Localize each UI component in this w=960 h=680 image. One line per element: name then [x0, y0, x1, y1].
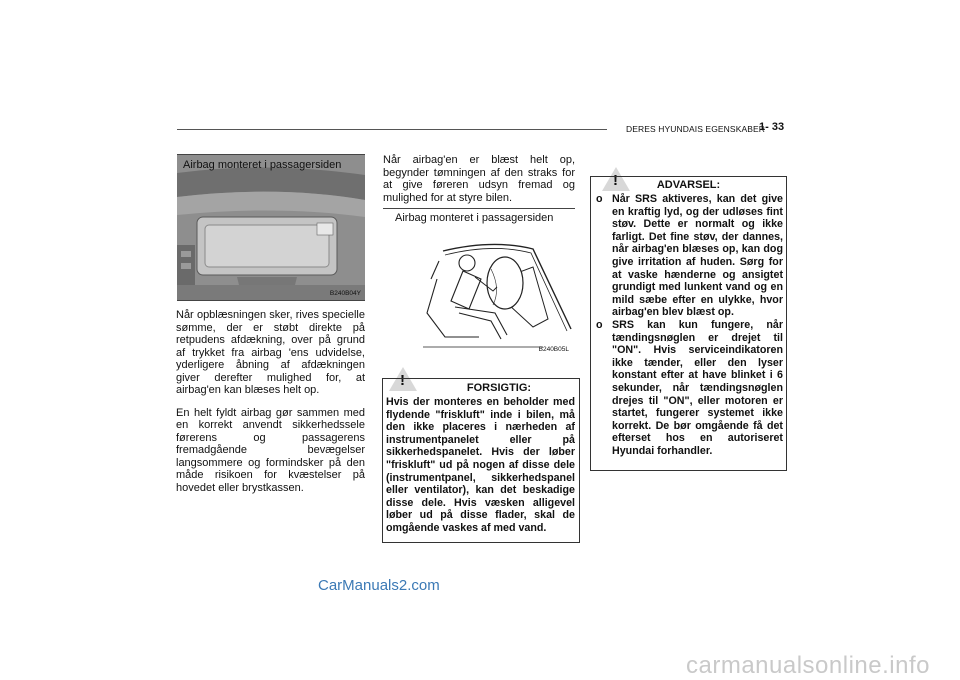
warning-box [590, 176, 787, 471]
list-item-text: Når SRS aktiveres, kan det give en kraftig lyd, og der udløses fint støv. Dette er normalt og ikke farligt. Det fine støv, der dannes, når airbag'en blæses op, kan dog give irritation af huden. Sørg for at vaske hænderne og ansigtet grundigt med lunkent vand og en mild sæbe efter en ulykke, hvor airbag'en blev blæst op. [612, 193, 783, 319]
figure-code: B240B04Y [329, 290, 361, 297]
list-item-text: SRS kan kun fungere, når tændingsnøglen er drejet til "ON". Hvis serviceindikatoren ikke tænder, eller den lyser konstant efter at have blinket i 6 sekunder, når tændingsnøglen drejes til "ON", eller motoren er startet, fungerer systemet ikke korrekt. De bør omgående få det efterset hos en autoriseret Hyundai forhandler. [612, 318, 783, 457]
caution-box [382, 378, 580, 543]
list-item [596, 319, 783, 458]
list-item [596, 193, 783, 319]
paragraph-full-airbag: En helt fyldt airbag gør sammen med en korrekt anvendt sikkerhedssele førerens og passagerens fremadgående bevægelser langsommere og formindsker på den måde risikoen for kvæstelser på hovedet eller brystkassen. [176, 406, 365, 494]
section-title: DERES HYUNDAIS EGENSKABER [626, 124, 766, 134]
warning-title: ADVARSEL: [656, 179, 721, 191]
left-column-text [176, 309, 365, 504]
footer-watermark: carmanualsonline.info [686, 652, 930, 679]
paragraph-inflation: Når opblæsningen sker, rives specielle sømme, der er støbt direkte på retpudens afdækning, over på grund af trykket fra airbag 'ens udvidelse, yderligere åbning af afdækningen giver derefter mulighed for, at airbag'en kan blæses helt op. [176, 309, 365, 396]
header-rule [177, 129, 607, 130]
figure-caption-2: Airbag monteret i passagersiden [395, 212, 554, 224]
caution-triangle-icon: ! [389, 367, 417, 391]
list-marker: o [596, 193, 603, 205]
list-marker: o [596, 318, 603, 331]
passenger-airbag-photo [177, 154, 365, 301]
airbag-diagram [383, 208, 575, 359]
caution-text: Hvis der monteres en beholder med flydende "friskluft" inde i bilen, må den ikke placeres i nærheden af instrumentpanelet eller på sikkerhedspanelet. Hvis der løber "friskluft" ud på nogen af disse dele (instrumentpanel, sikkerhedspanel eller ventilator), kan det beskadige disse dele. Hvis væsken alligevel løber ud på disse flader, skal de omgående vaskes af med vand. [386, 396, 575, 534]
occupant-airbag-drawing [383, 209, 575, 359]
site-link[interactable]: CarManuals2.com [318, 577, 440, 594]
middle-column-intro: Når airbag'en er blæst helt op, begynder tømningen af den straks for at give føreren udsyn fremad og mulighed for at styre bilen. [383, 154, 575, 204]
figure-caption: Airbag monteret i passagersiden [183, 159, 342, 171]
page-number: 1- 33 [759, 121, 785, 133]
caution-title: FORSIGTIG: [466, 382, 532, 394]
dashboard-photo-illustration [177, 155, 365, 300]
warning-triangle-icon: ! [602, 167, 630, 191]
warning-list [591, 191, 786, 457]
figure-code-2: B240B05L [538, 346, 569, 353]
